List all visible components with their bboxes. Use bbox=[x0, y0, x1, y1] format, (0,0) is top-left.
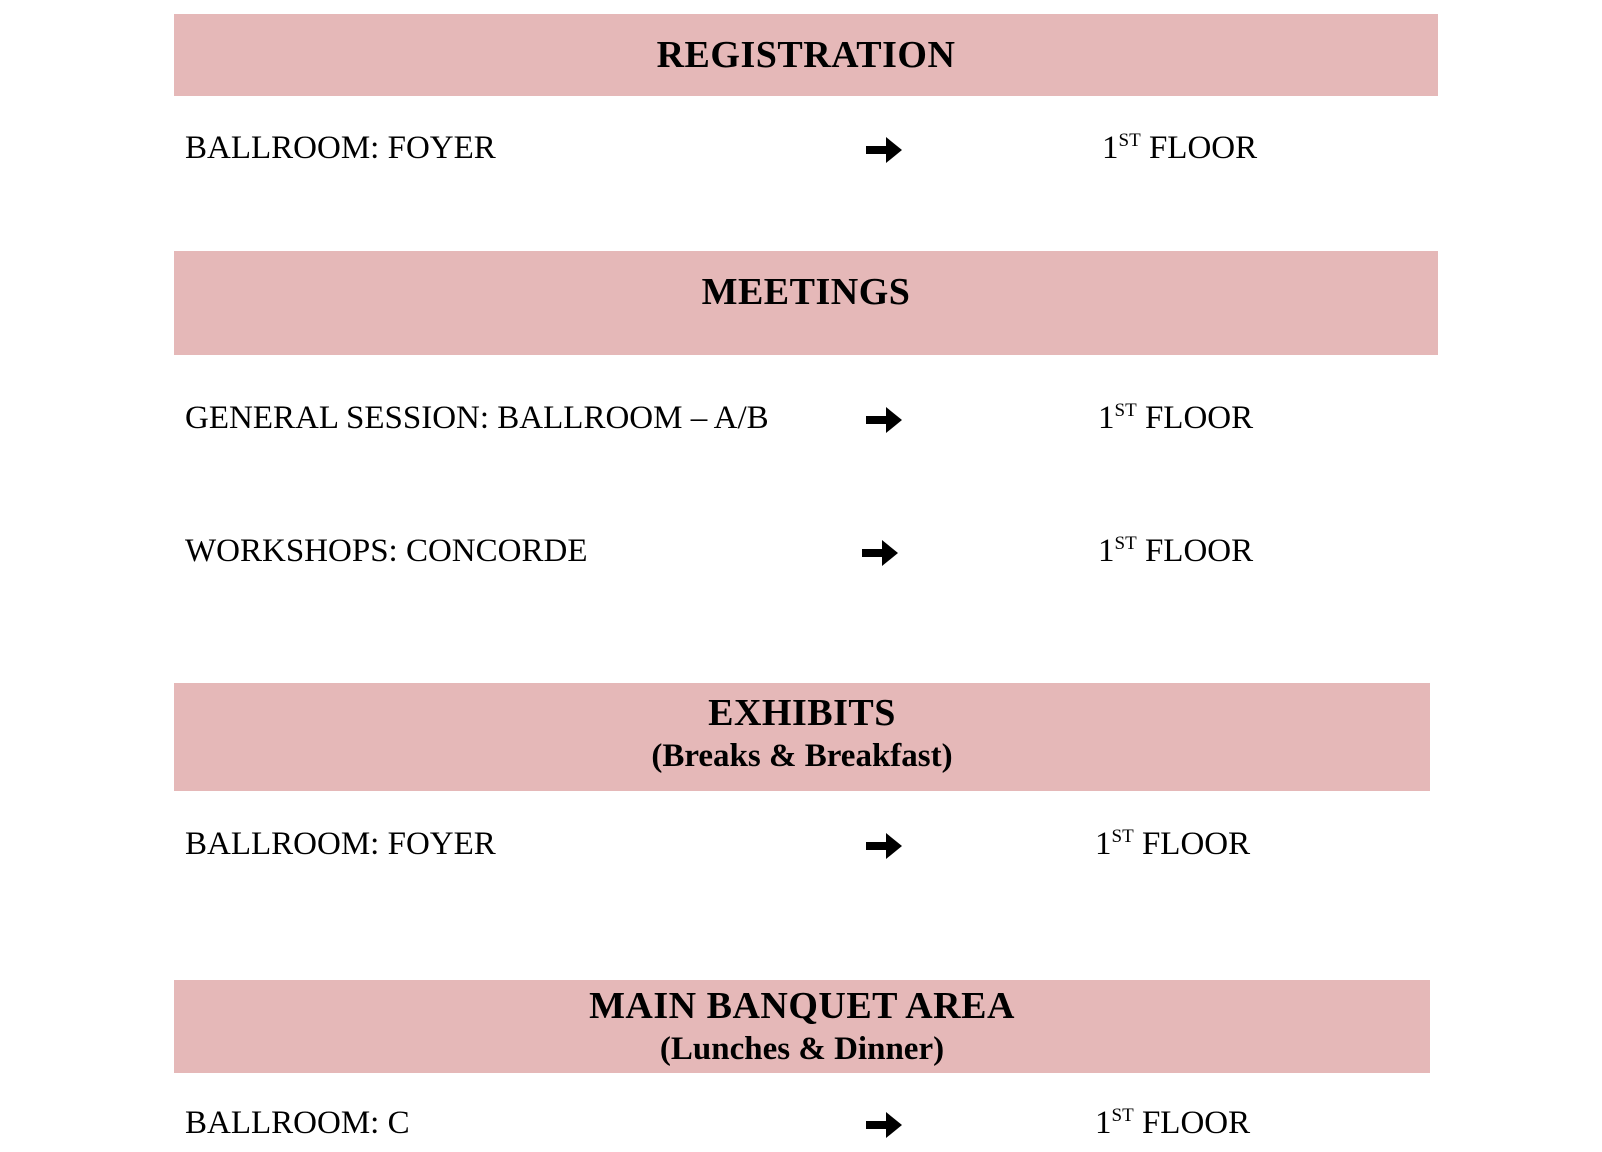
exhibits-header bbox=[174, 683, 1430, 791]
floor-label: 1ST FLOOR bbox=[1095, 1105, 1251, 1141]
location-label: GENERAL SESSION: BALLROOM – A/B bbox=[185, 400, 769, 436]
right-arrow-icon bbox=[860, 537, 900, 569]
location-label: BALLROOM: C bbox=[185, 1105, 410, 1141]
location-label: WORKSHOPS: CONCORDE bbox=[185, 533, 588, 569]
location-label: BALLROOM: FOYER bbox=[185, 130, 496, 166]
banquet-header bbox=[174, 980, 1430, 1073]
floor-label: 1ST FLOOR bbox=[1098, 533, 1254, 569]
right-arrow-icon bbox=[864, 134, 904, 166]
banquet-subtitle: (Lunches & Dinner) bbox=[659, 1030, 945, 1067]
right-arrow-icon bbox=[864, 1109, 904, 1141]
meetings-title: MEETINGS bbox=[701, 271, 911, 313]
right-arrow-icon bbox=[864, 404, 904, 436]
meetings-row-workshops bbox=[0, 533, 1602, 577]
exhibits-subtitle: (Breaks & Breakfast) bbox=[651, 737, 953, 774]
right-arrow-icon bbox=[864, 830, 904, 862]
floor-label: 1ST FLOOR bbox=[1095, 826, 1251, 862]
meetings-row-general-session bbox=[0, 400, 1602, 444]
registration-header bbox=[174, 14, 1438, 96]
exhibits-title: EXHIBITS bbox=[708, 692, 896, 734]
registration-row-ballroom-foyer bbox=[0, 130, 1602, 174]
registration-title: REGISTRATION bbox=[656, 34, 956, 76]
banquet-row-ballroom-c bbox=[0, 1105, 1602, 1149]
exhibits-row-ballroom-foyer bbox=[0, 826, 1602, 870]
location-label: BALLROOM: FOYER bbox=[185, 826, 496, 862]
meetings-header bbox=[174, 251, 1438, 355]
banquet-title: MAIN BANQUET AREA bbox=[589, 985, 1015, 1027]
floor-label: 1ST FLOOR bbox=[1102, 130, 1258, 166]
floor-label: 1ST FLOOR bbox=[1098, 400, 1254, 436]
